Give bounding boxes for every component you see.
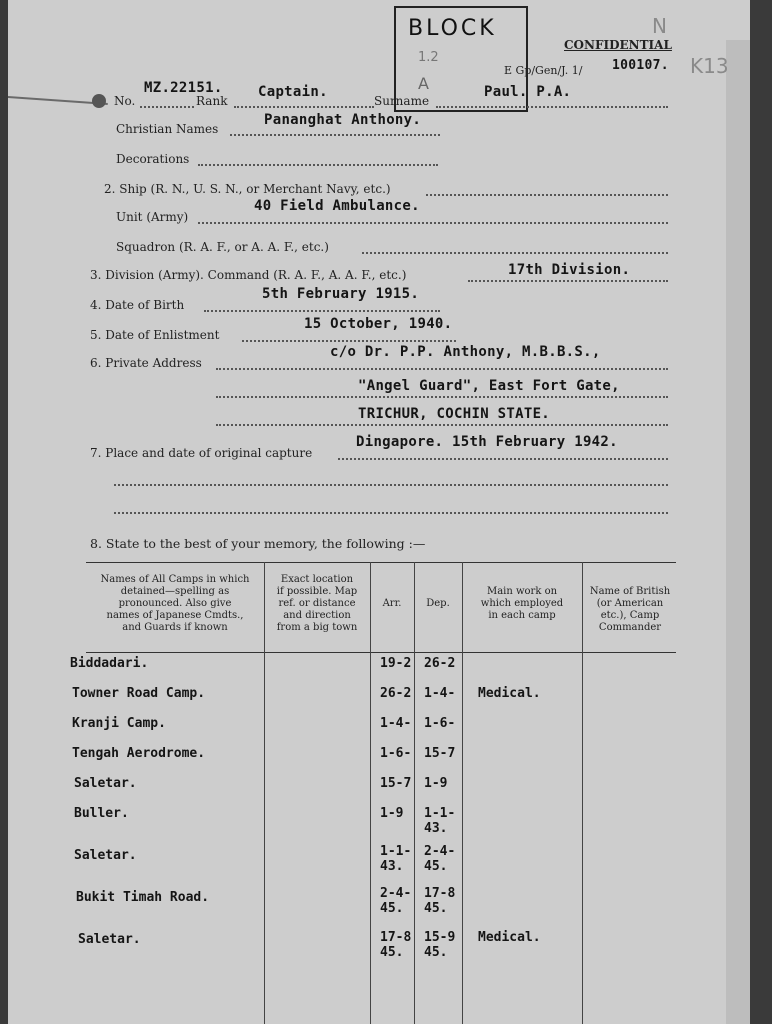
- departure-date: 2-4- 45.: [424, 844, 456, 874]
- section-8-label: 8. State to the best of your memory, the following :—: [90, 536, 426, 551]
- dotted-line: [204, 310, 440, 312]
- division-label: 3. Division (Army). Command (R. A. F., A. A. F., etc.): [90, 268, 407, 282]
- departure-date: 1-9: [424, 776, 448, 791]
- dotted-line: [468, 280, 668, 282]
- service-number: MZ.22151.: [144, 80, 223, 96]
- dotted-line: [216, 396, 668, 398]
- main-work: Medical.: [478, 686, 541, 701]
- header-arrival: Arr.: [382, 598, 402, 609]
- stamp-title: BLOCK: [408, 16, 497, 41]
- surname-value: Paul. P.A.: [484, 84, 572, 100]
- dotted-line: [216, 368, 668, 370]
- arrival-date: 1-4-: [380, 716, 412, 731]
- unit-label: Unit (Army): [116, 210, 189, 224]
- header-main-work: Main work on which employed in each camp: [480, 586, 564, 621]
- dotted-line: [140, 106, 194, 108]
- header-camp-names: Names of All Camps in which detained—spelling as pronounced. Also give names of Japanese Cmdts., and Guards if known: [100, 574, 250, 633]
- arrival-date: 19-2: [380, 656, 412, 671]
- dotted-line: [426, 194, 668, 196]
- arrival-date: 15-7: [380, 776, 412, 791]
- camp-name: Towner Road Camp.: [72, 686, 206, 701]
- table-column-divider: [414, 562, 415, 1024]
- reference-label: E Gp/Gen/J. 1/: [504, 64, 583, 77]
- dotted-line: [198, 164, 438, 166]
- dotted-line: [216, 424, 668, 426]
- division-value: 17th Division.: [508, 262, 631, 278]
- main-work: Medical.: [478, 930, 541, 945]
- arrival-date: 1-6-: [380, 746, 412, 761]
- squadron-label: Squadron (R. A. F., or A. A. F., etc.): [116, 240, 329, 254]
- dotted-line: [114, 484, 668, 486]
- camp-name: Biddadari.: [70, 656, 149, 671]
- confidential-label: CONFIDENTIAL: [564, 38, 672, 52]
- departure-date: 1-4-: [424, 686, 456, 701]
- arrival-date: 1-1- 43.: [380, 844, 412, 874]
- arrival-date: 26-2: [380, 686, 412, 701]
- camp-name: Kranji Camp.: [72, 716, 166, 731]
- arrival-date: 1-9: [380, 806, 404, 821]
- departure-date: 1-6-: [424, 716, 456, 731]
- page-edge: [726, 40, 750, 1024]
- departure-date: 1-1- 43.: [424, 806, 456, 836]
- dotted-line: [230, 134, 440, 136]
- christian-names-label: Christian Names: [116, 122, 219, 136]
- header-location: Exact location if possible. Map ref. or distance and direction from a big town: [276, 574, 358, 633]
- capture-value: Dingapore. 15th February 1942.: [356, 434, 618, 450]
- header-camp-commander: Name of British (or American etc.), Camp Commander: [589, 586, 671, 633]
- camp-name: Tengah Aerodrome.: [72, 746, 206, 761]
- reference-number: 100107.: [612, 58, 669, 73]
- departure-date: 15-7: [424, 746, 456, 761]
- dotted-line: [338, 458, 668, 460]
- address-line-2: "Angel Guard", East Fort Gate,: [358, 378, 620, 394]
- decorations-label: Decorations: [116, 152, 190, 166]
- camp-name: Buller.: [74, 806, 129, 821]
- punch-hole: [92, 94, 106, 108]
- rank-value: Captain.: [258, 84, 328, 100]
- surname-label: Surname: [374, 94, 430, 108]
- arrival-date: 2-4- 45.: [380, 886, 412, 916]
- camp-name: Saletar.: [74, 848, 137, 863]
- address-label: 6. Private Address: [90, 356, 202, 370]
- stamp-line-2: A: [418, 74, 429, 93]
- camp-name: Bukit Timah Road.: [76, 890, 210, 905]
- dotted-line: [436, 106, 668, 108]
- ship-label: 2. Ship (R. N., U. S. N., or Merchant Navy, etc.): [104, 182, 391, 196]
- stamp-line-1: 1.2: [418, 50, 439, 65]
- enlistment-value: 15 October, 1940.: [304, 316, 453, 332]
- dotted-line: [362, 252, 668, 254]
- handwritten-side: K13: [690, 54, 729, 78]
- departure-date: 15-9 45.: [424, 930, 456, 960]
- no-label: No.: [114, 94, 136, 108]
- dotted-line: [242, 340, 456, 342]
- address-line-3: TRICHUR, COCHIN STATE.: [358, 406, 551, 422]
- table-column-divider: [462, 562, 463, 1024]
- dob-label: 4. Date of Birth: [90, 298, 185, 312]
- dotted-line: [234, 106, 374, 108]
- unit-value: 40 Field Ambulance.: [254, 198, 420, 214]
- dob-value: 5th February 1915.: [262, 286, 420, 302]
- handwritten-top: N: [652, 14, 667, 38]
- table-top-border: [86, 562, 676, 563]
- document-page: [8, 0, 750, 1024]
- dotted-line: [114, 512, 668, 514]
- arrival-date: 17-8 45.: [380, 930, 412, 960]
- capture-label: 7. Place and date of original capture: [90, 446, 313, 460]
- christian-names-value: Pananghat Anthony.: [264, 112, 422, 128]
- address-line-1: c/o Dr. P.P. Anthony, M.B.B.S.,: [330, 344, 601, 360]
- header-departure: Dep.: [426, 598, 450, 609]
- departure-date: 17-8 45.: [424, 886, 456, 916]
- departure-date: 26-2: [424, 656, 456, 671]
- table-column-divider: [370, 562, 371, 1024]
- camp-name: Saletar.: [78, 932, 141, 947]
- enlistment-label: 5. Date of Enlistment: [90, 328, 220, 342]
- dotted-line: [198, 222, 668, 224]
- camp-name: Saletar.: [74, 776, 137, 791]
- table-header-border: [86, 652, 676, 653]
- rank-label: Rank: [196, 94, 228, 108]
